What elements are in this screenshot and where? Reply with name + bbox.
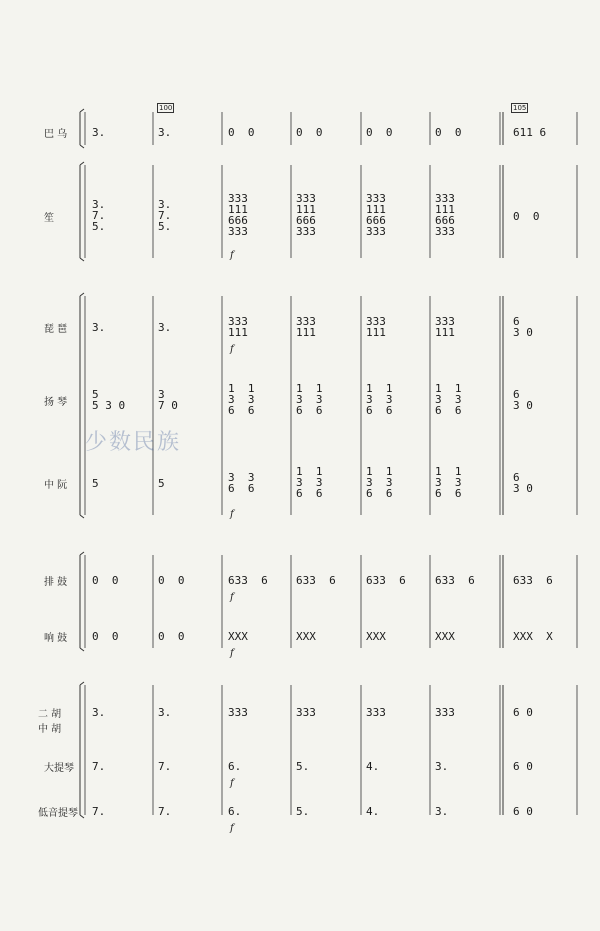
measure-cell: 333 xyxy=(366,706,386,719)
measure-cell: 1 1 3 3 6 6 xyxy=(435,382,462,417)
measure-cell: 3. 7. 5. xyxy=(158,198,172,233)
measure-cell: 7. xyxy=(92,760,106,773)
instrument-label-datiqin: 大提琴 xyxy=(44,763,74,774)
measure-cell: 333 111 xyxy=(296,315,316,339)
measure-cell: 5. xyxy=(296,805,310,818)
measure-cell: 333 111 xyxy=(366,315,386,339)
dynamic-forte: f xyxy=(230,344,234,355)
measure-cell: 0 0 xyxy=(435,126,462,139)
dynamic-forte: f xyxy=(230,250,234,261)
measure-cell: 633 6 xyxy=(366,574,406,587)
measure-cell: 333 111 xyxy=(228,315,248,339)
measure-cell: 633 6 xyxy=(513,574,553,587)
measure-cell: 3. xyxy=(92,706,106,719)
measure-cell: 5 5 3 0 xyxy=(92,388,126,412)
measure-cell: 6 0 xyxy=(513,805,533,818)
instrument-label-zhongruan: 中 阮 xyxy=(44,480,68,491)
measure-cell: 7. xyxy=(92,805,106,818)
instrument-label-xiangu: 响 鼓 xyxy=(44,633,68,644)
measure-cell: 333 111 666 333 xyxy=(296,192,316,238)
measure-cell: 333 xyxy=(435,706,455,719)
measure-cell: 6 0 xyxy=(513,760,533,773)
measure-cell: 333 111 666 333 xyxy=(435,192,455,238)
measure-cell: 6 3 0 xyxy=(513,471,533,495)
measure-cell: 3. xyxy=(158,321,172,334)
measure-cell: 0 0 xyxy=(158,574,185,587)
measure-cell: 5. xyxy=(296,760,310,773)
measure-cell: 1 1 3 3 6 6 xyxy=(296,465,323,500)
measure-cell: 1 1 3 3 6 6 xyxy=(435,465,462,500)
measure-cell: 633 6 xyxy=(228,574,268,587)
system-bracket-bottom xyxy=(80,815,84,818)
measure-cell: 3 3 6 6 xyxy=(228,471,255,495)
measure-cell: 0 0 xyxy=(366,126,393,139)
rehearsal-mark-105: 105 xyxy=(513,104,527,112)
measure-cell: 333 111 666 333 xyxy=(366,192,386,238)
measure-cell: 6 3 0 xyxy=(513,388,533,412)
system-bracket-bottom xyxy=(80,145,84,148)
system-bracket-bottom xyxy=(80,258,84,261)
rehearsal-mark-100: 100 xyxy=(159,104,173,112)
measure-cell: 7. xyxy=(158,805,172,818)
measure-cell: 0 0 xyxy=(296,126,323,139)
measure-cell: 5 xyxy=(92,477,99,490)
measure-cell: 633 6 xyxy=(296,574,336,587)
measure-cell: 6. xyxy=(228,805,242,818)
measure-cell: 0 0 xyxy=(158,630,185,643)
measure-cell: 333 xyxy=(296,706,316,719)
measure-cell: XXX xyxy=(435,630,455,643)
measure-cell: 1 1 3 3 6 6 xyxy=(366,382,393,417)
instrument-label-sheng: 笙 xyxy=(44,213,54,224)
measure-cell: 5 xyxy=(158,477,165,490)
measure-cell: 1 1 3 3 6 6 xyxy=(366,465,393,500)
measure-cell: XXX X xyxy=(513,630,553,643)
instrument-label-paigu: 排 鼓 xyxy=(44,577,68,588)
measure-cell: 633 6 xyxy=(435,574,475,587)
measure-cell: 6 3 0 xyxy=(513,315,533,339)
system-bracket-bottom xyxy=(80,515,84,518)
measure-cell: 3. 7. 5. xyxy=(92,198,106,233)
dynamic-forte: f xyxy=(230,778,234,789)
measure-cell: 3. xyxy=(158,706,172,719)
measure-cell: 0 0 xyxy=(513,210,540,223)
measure-cell: 4. xyxy=(366,805,380,818)
system-bracket-top xyxy=(80,293,84,296)
dynamic-forte: f xyxy=(230,823,234,834)
measure-cell: XXX xyxy=(296,630,316,643)
measure-cell: 6. xyxy=(228,760,242,773)
system-bracket-top xyxy=(80,162,84,165)
instrument-label-erhu: 二 胡 中 胡 xyxy=(38,709,62,735)
measure-cell: 6 0 xyxy=(513,706,533,719)
watermark-text: 少数民族 xyxy=(85,430,182,455)
measure-cell: XXX xyxy=(228,630,248,643)
measure-cell: 7. xyxy=(158,760,172,773)
system-bracket-bottom xyxy=(80,648,84,651)
measure-cell: 333 111 xyxy=(435,315,455,339)
measure-cell: 1 1 3 3 6 6 xyxy=(296,382,323,417)
system-bracket-top xyxy=(80,552,84,555)
measure-cell: 3. xyxy=(435,760,449,773)
measure-cell: 3. xyxy=(435,805,449,818)
measure-cell: 333 xyxy=(228,706,248,719)
measure-cell: 0 0 xyxy=(228,126,255,139)
measure-cell: 0 0 xyxy=(92,574,119,587)
dynamic-forte: f xyxy=(230,592,234,603)
measure-cell: 0 0 xyxy=(92,630,119,643)
measure-cell: 3 7 0 xyxy=(158,388,178,412)
instrument-label-yangqin: 扬 琴 xyxy=(44,397,68,408)
system-bracket-top xyxy=(80,682,84,685)
measure-cell: 1 1 3 3 6 6 xyxy=(228,382,255,417)
measure-cell: XXX xyxy=(366,630,386,643)
dynamic-forte: f xyxy=(230,509,234,520)
measure-cell: 3. xyxy=(92,126,106,139)
measure-cell: 333 111 666 333 xyxy=(228,192,248,238)
measure-cell: 3. xyxy=(158,126,172,139)
system-bracket-top xyxy=(80,109,84,112)
instrument-label-pipa: 琵 琶 xyxy=(44,324,68,335)
instrument-label-diyintiqin: 低音提琴 xyxy=(38,808,78,819)
instrument-label-bawu: 巴 乌 xyxy=(44,129,68,140)
measure-cell: 3. xyxy=(92,321,106,334)
measure-cell: 4. xyxy=(366,760,380,773)
dynamic-forte: f xyxy=(230,648,234,659)
measure-cell: 611 6 xyxy=(513,126,547,139)
